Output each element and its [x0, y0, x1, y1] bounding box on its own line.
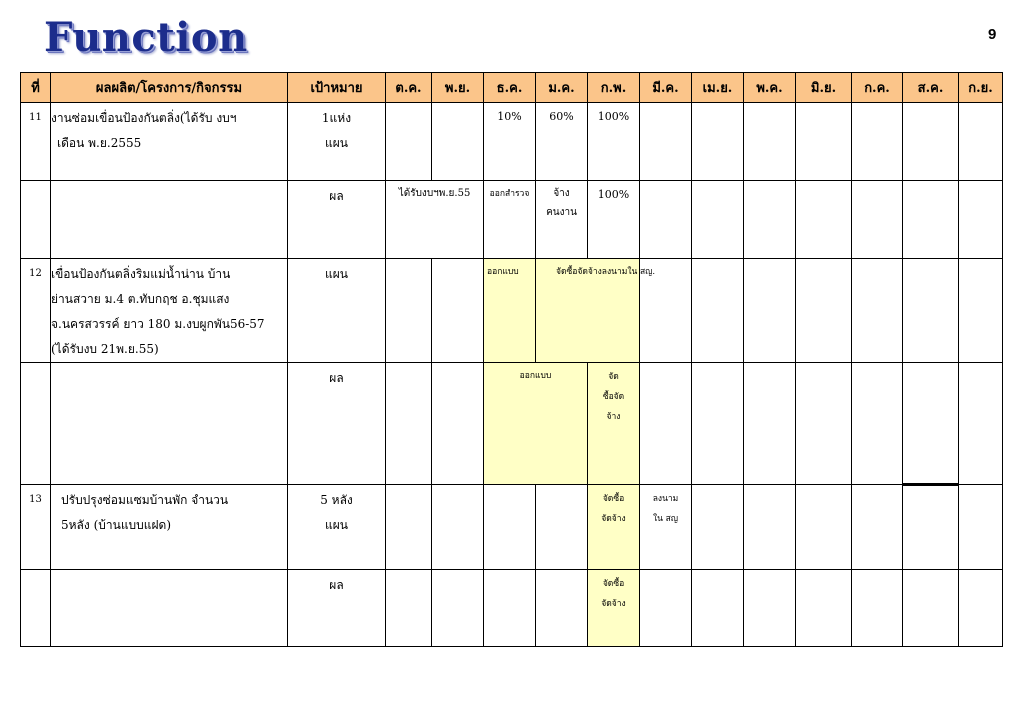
month-cell-oct [386, 103, 432, 181]
month-cell-nov [432, 570, 484, 647]
month-cell-sep [959, 259, 1003, 363]
col-header-jan: ม.ค. [536, 73, 588, 103]
project-name-line: ย่านสวาย ม.4 ต.ทับกฤช อ.ชุมแสง [51, 292, 230, 306]
target-cell: ผล [288, 181, 386, 259]
month-cell-nov [432, 363, 484, 485]
project-name-line: เดือน พ.ย.2555 [57, 136, 142, 150]
month-cell-jun [796, 363, 852, 485]
cell-line: ใน สญ [652, 514, 679, 524]
row-number [21, 570, 51, 647]
col-header-mar: มี.ค. [640, 73, 692, 103]
month-cell-feb: 100% [588, 181, 640, 259]
col-header-target: เป้าหมาย [288, 73, 386, 103]
page-title: Function [44, 14, 248, 61]
project-name [51, 570, 288, 647]
month-cell-jun [796, 259, 852, 363]
col-header-apr: เม.ย. [692, 73, 744, 103]
col-header-project: ผลผลิต/โครงการ/กิจกรรม [51, 73, 288, 103]
month-cell-jul [852, 570, 903, 647]
cell-line: คนงาน [546, 207, 577, 218]
month-cell-aug [903, 103, 959, 181]
month-cell-jan: 60% [536, 103, 588, 181]
table-row [21, 259, 1003, 363]
row-number [21, 363, 51, 485]
table-row [21, 181, 1003, 259]
schedule-table [20, 72, 1003, 647]
col-header-feb: ก.พ. [588, 73, 640, 103]
project-name [51, 103, 288, 181]
month-cell-oct [386, 485, 432, 570]
target-cell [288, 103, 386, 181]
month-cell-jan [536, 570, 588, 647]
table-row [21, 570, 1003, 647]
month-cell-dec: ออกแบบ [484, 259, 536, 363]
row-number: 12 [21, 259, 51, 363]
month-cell-sep [959, 103, 1003, 181]
month-cell-jan-feb: จัดซื้อจัดจ้างลงนามใน สญ. [536, 259, 640, 363]
month-cell-dec: 10% [484, 103, 536, 181]
month-cell-sep [959, 181, 1003, 259]
target-cell: ผล [288, 363, 386, 485]
project-name-line: เขื่อนป้องกันตลิ่งริมแม่น้ำน่าน บ้าน [51, 267, 231, 281]
month-cell-mar [640, 181, 692, 259]
month-cell-jun [796, 485, 852, 570]
cell-line: ลงนาม [652, 494, 679, 504]
col-header-no: ที่ [21, 73, 51, 103]
month-cell-mar [640, 103, 692, 181]
month-cell-feb [588, 570, 640, 647]
cell-line: จ้าง [606, 412, 621, 422]
month-cell-mar [640, 570, 692, 647]
cell-line: จัด [608, 372, 619, 382]
month-cell-jan [536, 485, 588, 570]
target-cell: แผน [288, 259, 386, 363]
col-header-dec: ธ.ค. [484, 73, 536, 103]
cell-line: จัดจ้าง [601, 599, 626, 609]
cell-line: จัดจ้าง [601, 514, 626, 524]
project-name-line: จ.นครสวรรค์ ยาว 180 ม.งบผูกพัน56-57 [51, 317, 265, 331]
month-cell-aug [903, 363, 959, 485]
project-name-line: (ได้รับงบ 21พ.ย.55) [51, 342, 159, 356]
col-header-may: พ.ค. [744, 73, 796, 103]
month-cell-may [744, 181, 796, 259]
month-cell-sep [959, 570, 1003, 647]
row-number [21, 181, 51, 259]
month-cell-apr [692, 485, 744, 570]
month-cell-may [744, 485, 796, 570]
month-cell-apr [692, 363, 744, 485]
month-cell-nov [432, 103, 484, 181]
month-cell-oct [386, 570, 432, 647]
row-number: 11 [21, 103, 51, 181]
month-cell-may [744, 363, 796, 485]
project-name-line: ปรับปรุงซ่อมแซมบ้านพัก จำนวน [61, 493, 229, 507]
month-cell-sep [959, 363, 1003, 485]
target-cell: ผล [288, 570, 386, 647]
table-row [21, 485, 1003, 570]
month-cell-nov [432, 259, 484, 363]
cell-line: ซื้อจัด [602, 392, 625, 402]
month-cell-aug [903, 259, 959, 363]
col-header-sep: ก.ย. [959, 73, 1003, 103]
month-cell-sep [959, 485, 1003, 570]
cell-line: จ้าง [553, 188, 570, 199]
cell-line: จัดซื้อ [602, 579, 625, 589]
month-cell-feb [588, 363, 640, 485]
target-cell [288, 485, 386, 570]
project-name [51, 485, 288, 570]
project-name-line: 5หลัง (บ้านแบบแฝด) [61, 518, 172, 532]
month-cell-jul [852, 103, 903, 181]
target-line: แผน [325, 136, 348, 150]
month-cell-dec [484, 570, 536, 647]
month-cell-jul [852, 259, 903, 363]
month-cell-jul [852, 181, 903, 259]
month-cell-oct [386, 363, 432, 485]
month-cell-oct-nov: ได้รับงบฯพ.ย.55 [386, 181, 484, 259]
month-cell-apr [692, 103, 744, 181]
month-cell-jul [852, 363, 903, 485]
month-cell-aug [903, 570, 959, 647]
month-cell-jun [796, 181, 852, 259]
col-header-nov: พ.ย. [432, 73, 484, 103]
month-cell-jun [796, 103, 852, 181]
cell-line: จัดซื้อ [602, 494, 625, 504]
month-cell-oct [386, 259, 432, 363]
col-header-jun: มิ.ย. [796, 73, 852, 103]
project-name [51, 363, 288, 485]
month-cell-may [744, 259, 796, 363]
project-name-line: งานซ่อมเขื่อนป้องกันตลิ่ง(ได้รับ งบฯ [51, 111, 237, 125]
col-header-aug: ส.ค. [903, 73, 959, 103]
target-line: 5 หลัง [320, 493, 353, 507]
month-cell-mar [640, 363, 692, 485]
target-line: 1แห่ง [321, 111, 352, 125]
month-cell-may [744, 570, 796, 647]
month-cell-apr [692, 570, 744, 647]
target-line: แผน [325, 518, 348, 532]
month-cell-aug [903, 181, 959, 259]
month-cell-nov [432, 485, 484, 570]
month-cell-apr [692, 259, 744, 363]
month-cell-jan [536, 181, 588, 259]
project-name [51, 259, 288, 363]
month-cell-jun [796, 570, 852, 647]
project-name [51, 181, 288, 259]
month-cell-mar [640, 485, 692, 570]
table-header-row [21, 73, 1003, 103]
month-cell-feb [588, 485, 640, 570]
month-cell-dec: ออกสำรวจ [484, 181, 536, 259]
page-number: 9 [988, 26, 997, 43]
month-cell-feb: 100% [588, 103, 640, 181]
row-number: 13 [21, 485, 51, 570]
col-header-jul: ก.ค. [852, 73, 903, 103]
month-cell-dec-jan: ออกแบบ [484, 363, 588, 485]
month-cell-aug [903, 485, 959, 570]
table-row [21, 363, 1003, 485]
month-cell-dec [484, 485, 536, 570]
month-cell-apr [692, 181, 744, 259]
month-cell-jul [852, 485, 903, 570]
month-cell-may [744, 103, 796, 181]
table-row [21, 103, 1003, 181]
col-header-oct: ต.ค. [386, 73, 432, 103]
